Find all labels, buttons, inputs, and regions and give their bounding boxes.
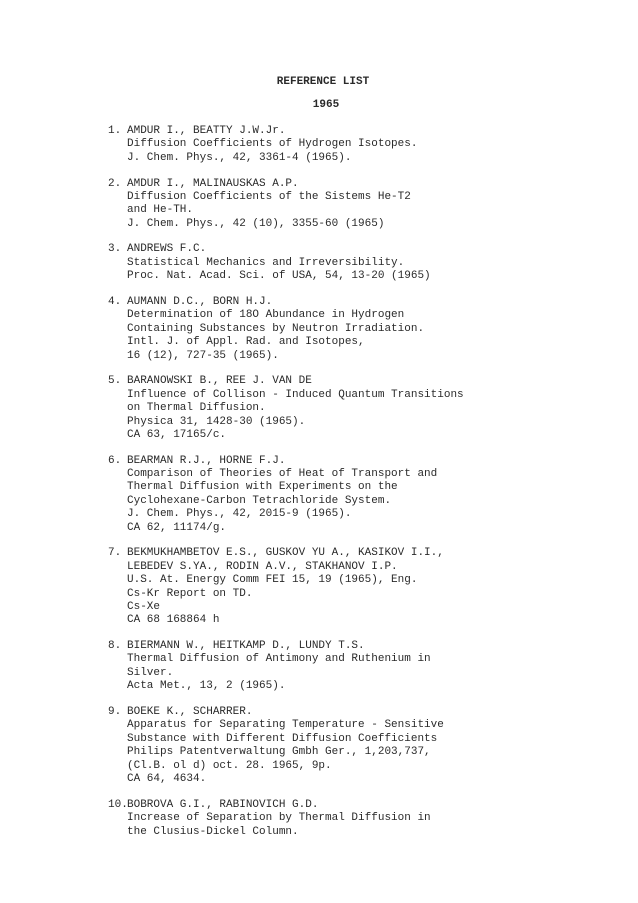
reference-line: J. Chem. Phys., 42, 2015-9 (1965). (127, 508, 352, 521)
reference-line: BIERMANN W., HEITKAMP D., LUNDY T.S. (127, 640, 365, 653)
reference-number: 9. (108, 706, 122, 718)
reference-number: 6. (108, 454, 122, 467)
reference-line: Statistical Mechanics and Irreversibility. (127, 256, 405, 269)
reference-entry (108, 375, 608, 442)
reference-line: Proc. Nat. Acad. Sci. of USA, 54, 13-20 (1965) (127, 270, 431, 283)
reference-entry (108, 178, 608, 232)
reference-body (127, 799, 608, 839)
reference-line: BOEKE K., SCHARRER. (127, 706, 253, 718)
reference-line: (Cl.B. ol d) oct. 28. 1965, 9p. (127, 759, 332, 772)
reference-line: the Clusius-Dickel Column. (127, 825, 299, 838)
reference-line: 16 (12), 727-35 (1965). (127, 349, 279, 362)
reference-line: Influence of Collison - Induced Quantum Transitions (127, 388, 464, 401)
reference-line: ANDREWS F.C. (127, 243, 207, 256)
reference-line: Silver. (127, 666, 174, 679)
page-title: REFERENCE LIST (276, 76, 370, 88)
reference-line: CA 64, 4634. (127, 773, 207, 786)
reference-line: on Thermal Diffusion. (127, 402, 266, 415)
year-heading: 1965 (312, 99, 340, 111)
reference-entry (108, 296, 608, 363)
reference-line: Diffusion Coefficients of Hydrogen Isotopes. (127, 138, 418, 151)
reference-body (127, 243, 608, 283)
reference-line: Thermal Diffusion with Experiments on the (127, 481, 398, 494)
reference-line: Comparison of Theories of Heat of Transport and (127, 468, 438, 481)
reference-entry (108, 706, 608, 786)
reference-body (127, 296, 608, 363)
reference-line: Philips Patentverwaltung Gmbh Ger., 1,203,737, (127, 746, 431, 759)
reference-line: Substance with Different Diffusion Coefficients (127, 732, 438, 745)
reference-line: BEKMUKHAMBETOV E.S., GUSKOV YU A., KASIKOV I.I., (127, 547, 444, 560)
reference-line: AUMANN D.C., BORN H.J. (127, 295, 273, 308)
reference-line: Diffusion Coefficients of the Sistems He-T2 (127, 190, 411, 203)
reference-body (127, 455, 608, 535)
reference-list (108, 125, 608, 851)
reference-line: U.S. At. Energy Comm FEI 15, 19 (1965), Eng. (127, 574, 418, 587)
reference-line: AMDUR I., MALINAUSKAS A.P. (127, 177, 299, 190)
reference-entry (108, 243, 608, 283)
reference-line: Containing Substances by Neutron Irradiation. (127, 322, 425, 335)
reference-line: Intl. J. of Appl. Rad. and Isotopes, (127, 336, 365, 349)
reference-line: LEBEDEV S.YA., RODIN A.V., STAKHANOV I.P. (127, 560, 398, 573)
reference-number: 2. (108, 177, 122, 190)
reference-line: Physica 31, 1428-30 (1965). (127, 415, 306, 428)
reference-body (127, 547, 608, 627)
reference-body (127, 706, 608, 786)
reference-body (127, 375, 608, 442)
reference-entry (108, 547, 608, 627)
reference-line: AMDUR I., BEATTY J.W.Jr. (127, 125, 286, 137)
reference-number: 3. (108, 243, 122, 256)
reference-line: BARANOWSKI B., REE J. VAN DE (127, 375, 312, 388)
reference-line: Acta Met., 13, 2 (1965). (127, 680, 286, 693)
reference-body (127, 178, 608, 232)
reference-line: J. Chem. Phys., 42 (10), 3355-60 (1965) (127, 217, 385, 230)
reference-number: 5. (108, 375, 122, 388)
reference-entry (108, 640, 608, 694)
reference-line: BOBROVA G.I., RABINOVICH G.D. (127, 798, 319, 811)
reference-line: Increase of Separation by Thermal Diffusion in (127, 812, 431, 825)
reference-line: Thermal Diffusion of Antimony and Ruthenium in (127, 653, 431, 666)
reference-number: 10. (108, 798, 128, 811)
reference-number: 1. (108, 125, 122, 137)
reference-number: 4. (108, 295, 122, 308)
reference-number: 8. (108, 640, 122, 653)
reference-line: Determination of 18O Abundance in Hydrogen (127, 309, 405, 322)
reference-line: Cs-Kr Report on TD. (127, 587, 253, 600)
reference-number: 7. (108, 547, 122, 560)
reference-line: CA 63, 17165/c. (127, 428, 227, 441)
reference-line: Cs-Xe (127, 600, 161, 613)
reference-body (127, 125, 608, 165)
reference-line: BEARMAN R.J., HORNE F.J. (127, 454, 286, 467)
reference-line: CA 68 168864 h (127, 614, 220, 627)
reference-line: Apparatus for Separating Temperature - Sensitive (127, 719, 444, 732)
reference-line: J. Chem. Phys., 42, 3361-4 (1965). (127, 151, 352, 164)
reference-entry (108, 455, 608, 535)
reference-entry (108, 125, 608, 165)
reference-entry (108, 799, 608, 839)
reference-line: CA 62, 11174/g. (127, 521, 227, 534)
reference-body (127, 640, 608, 694)
reference-line: and He-TH. (127, 204, 194, 217)
reference-line: Cyclohexane-Carbon Tetrachloride System. (127, 494, 392, 507)
